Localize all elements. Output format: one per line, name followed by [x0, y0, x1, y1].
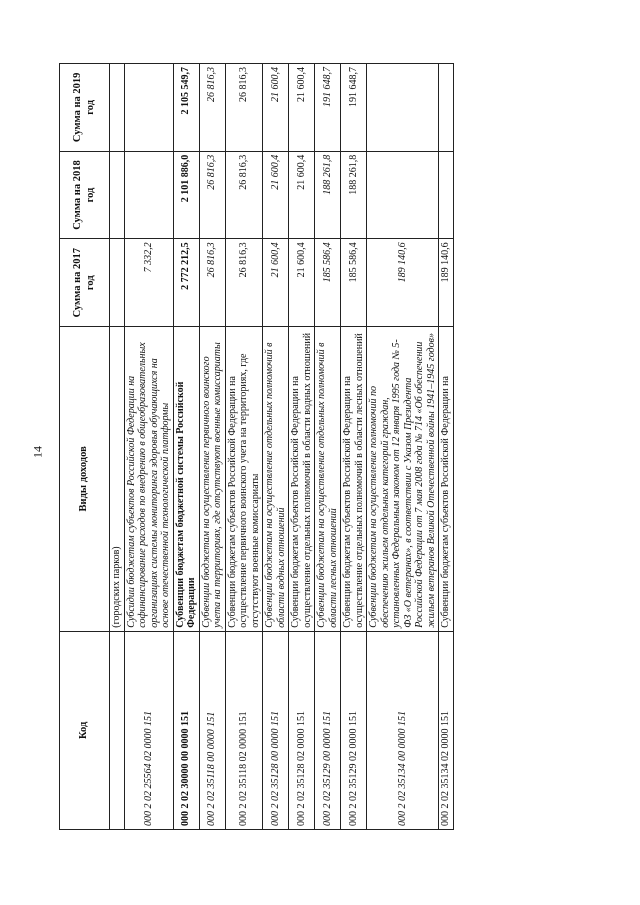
cell-kind: Субвенции бюджетам на осуществление полномочий по обеспечению жильем отдельных категорий граждан, установленных Федеральным законом от 12 января 1995 года № 5-ФЗ «О ветеранах», в соответствии с Указом Президента Российской Федерации от 7 мая 2008 года № 714 «Об обеспечении жильем ветеранов Великой Отечественной войны 1941–1945 годов»: [367, 327, 439, 632]
rotated-page: [59, 63, 593, 830]
cell-2019: 2 105 549,7: [173, 64, 199, 152]
cell-kind: Субвенции бюджетам субъектов Российской Федерации на осуществление отдельных полномочий в области лесных отношений: [341, 327, 367, 632]
cell-2018: [124, 151, 173, 239]
cell-code: 000 2 02 35128 00 0000 151: [263, 631, 289, 829]
cell-2019: 21 600,4: [289, 64, 315, 152]
cell-2019: 191 648,7: [341, 64, 367, 152]
cell-code: 000 2 02 30000 00 0000 151: [173, 631, 199, 829]
cell-code: 000 2 02 35129 02 0000 151: [341, 631, 367, 829]
cell-2019: [367, 64, 439, 152]
cell-code: 000 2 02 35134 02 0000 151: [439, 631, 454, 829]
cell-code: 000 2 02 35118 00 0000 151: [199, 631, 225, 829]
cell-2018: [367, 151, 439, 239]
cell-kind: Субвенции бюджетам субъектов Российской Федерации на осуществление отдельных полномочий в области водных отношений: [289, 327, 315, 632]
cell-kind: Субвенции бюджетам на осуществление первичного воинского учета на территориях, где отсутствуют военные комиссариаты: [199, 327, 225, 632]
cell-2018: [439, 151, 454, 239]
table-row: [263, 64, 289, 830]
table-header-row: [60, 64, 110, 830]
cell-2017: 2 772 212,5: [173, 239, 199, 327]
cell-kind: (городских парков): [110, 327, 125, 632]
cell-2019: [110, 64, 125, 152]
cell-kind: Субвенции бюджетам на осуществление отдельных полномочий в области водных отношений: [263, 327, 289, 632]
cell-kind: Субсидии бюджетам субъектов Российской Федерации на софинансирование расходов по внедрению в общеобразовательных организациях системы мониторинга здоровья обучающихся на основе отечественной технологической платформы: [124, 327, 173, 632]
table-row: [199, 64, 225, 830]
page-number: 14: [30, 446, 45, 458]
cell-2019: 191 648,7: [315, 64, 341, 152]
cell-2017: 189 140,6: [439, 239, 454, 327]
cell-2018: [110, 151, 125, 239]
cell-2019: 21 600,4: [263, 64, 289, 152]
cell-2017: 185 586,4: [315, 239, 341, 327]
cell-code: [110, 631, 125, 829]
cell-2018: 2 101 886,0: [173, 151, 199, 239]
cell-code: 000 2 02 35129 00 0000 151: [315, 631, 341, 829]
header-2017: Сумма на 2017 год: [60, 239, 110, 327]
cell-2017: 7 332,2: [124, 239, 173, 327]
table-row: [225, 64, 263, 830]
header-code: Код: [60, 631, 110, 829]
cell-2017: 26 816,3: [225, 239, 263, 327]
header-kind: Виды доходов: [60, 327, 110, 632]
cell-2017: [110, 239, 125, 327]
cell-2018: 21 600,4: [289, 151, 315, 239]
table-row: [315, 64, 341, 830]
cell-2019: [124, 64, 173, 152]
cell-2019: 26 816,3: [199, 64, 225, 152]
cell-2017: 26 816,3: [199, 239, 225, 327]
cell-2018: 188 261,8: [315, 151, 341, 239]
header-2018: Сумма на 2018 год: [60, 151, 110, 239]
table-row: [439, 64, 454, 830]
cell-kind: Субвенции бюджетам субъектов Российской Федерации на: [439, 327, 454, 632]
cell-code: 000 2 02 35128 02 0000 151: [289, 631, 315, 829]
cell-2019: 26 816,3: [225, 64, 263, 152]
cell-2018: 21 600,4: [263, 151, 289, 239]
cell-2017: 21 600,4: [263, 239, 289, 327]
cell-kind: Субвенции бюджетам на осуществление отдельных полномочий в области лесных отношений: [315, 327, 341, 632]
cell-code: 000 2 02 25564 02 0000 151: [124, 631, 173, 829]
cell-2018: 26 816,3: [199, 151, 225, 239]
cell-kind: Субвенции бюджетам субъектов Российской Федерации на осуществление первичного воинского учета на территориях, где отсутствуют военные комиссариаты: [225, 327, 263, 632]
cell-2017: 185 586,4: [341, 239, 367, 327]
table-row: [173, 64, 199, 830]
cell-code: 000 2 02 35134 00 0000 151: [367, 631, 439, 829]
cell-2017: 189 140,6: [367, 239, 439, 327]
cell-code: 000 2 02 35118 02 0000 151: [225, 631, 263, 829]
table-row: [341, 64, 367, 830]
table-row: [124, 64, 173, 830]
cell-kind: Субвенции бюджетам бюджетной системы Российской Федерации: [173, 327, 199, 632]
table-row: [367, 64, 439, 830]
header-2019: Сумма на 2019 год: [60, 64, 110, 152]
cell-2017: 21 600,4: [289, 239, 315, 327]
cell-2018: 26 816,3: [225, 151, 263, 239]
revenue-table: [59, 63, 454, 830]
cell-2018: 188 261,8: [341, 151, 367, 239]
table-row: [110, 64, 125, 830]
table-row: [289, 64, 315, 830]
cell-2019: [439, 64, 454, 152]
